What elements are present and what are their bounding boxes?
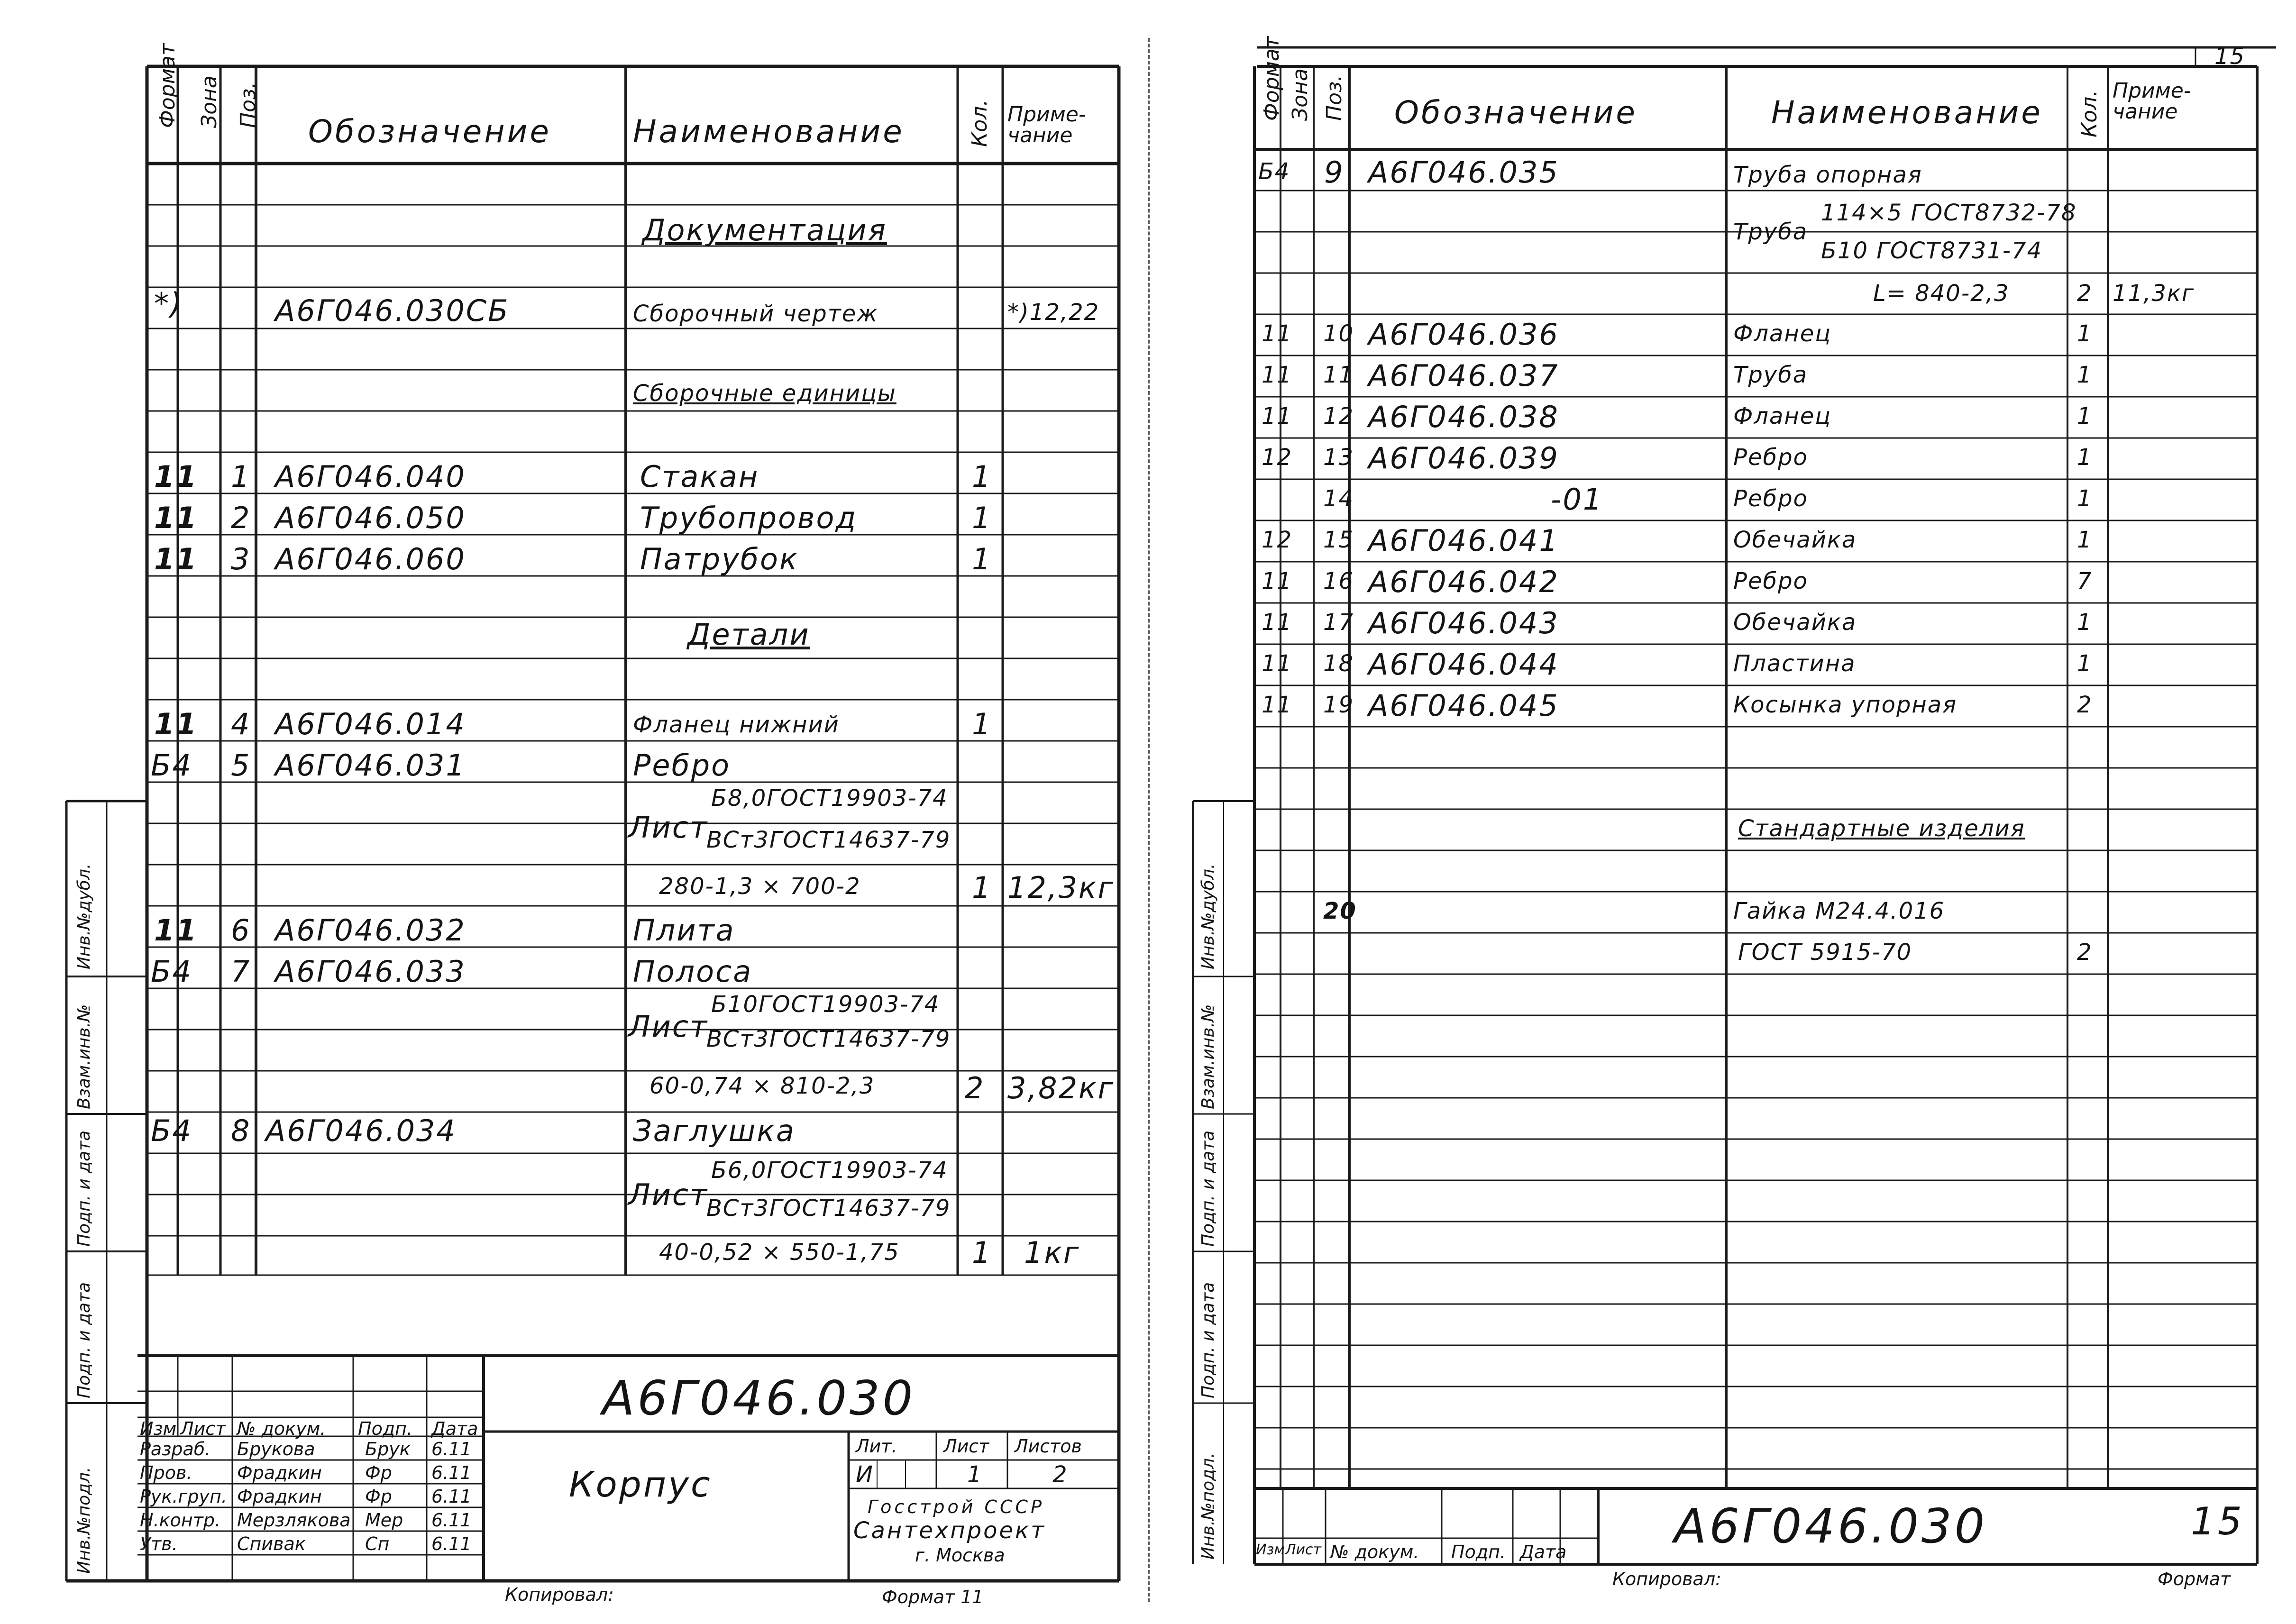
header-name: Наименование xyxy=(633,113,905,150)
sheet-label: Лист xyxy=(628,1009,709,1044)
pipe-spec-bottom: Б10 ГОСТ8731-74 xyxy=(1821,237,2043,264)
role-label: Разраб. xyxy=(140,1439,211,1460)
row-qty: 1 xyxy=(972,501,992,535)
row-designation: А6Г046.032 xyxy=(275,913,466,948)
page-fold-line xyxy=(1148,38,1150,1602)
row-format: Б4 xyxy=(151,748,192,783)
row-pos: 17 xyxy=(1323,609,1354,636)
row-name: Ребро xyxy=(1733,485,1808,512)
sheet-spec-top: Б8,0ГОСТ19903-74 xyxy=(711,785,948,812)
row-format: 11 xyxy=(1262,320,1293,347)
row-designation: А6Г046.050 xyxy=(275,501,466,535)
row-length: L= 840-2,3 xyxy=(1873,280,2010,307)
row-designation: А6Г046.034 xyxy=(265,1113,457,1148)
row-qty: 1 xyxy=(2077,485,2093,512)
stamp-inv-no: Инв.№подл. xyxy=(1198,1452,1218,1560)
stamp-inv-no: Инв.№подл. xyxy=(74,1467,94,1574)
row-name: Гайка М24.4.016 xyxy=(1733,898,1945,924)
footer-format: Формат xyxy=(2158,1569,2231,1589)
footer-format: Формат 11 xyxy=(882,1587,984,1607)
stamp-podp-data-2: Подп. и дата xyxy=(1198,1282,1218,1398)
row-pos: 8 xyxy=(231,1113,251,1148)
col-izm: Изм xyxy=(1256,1542,1285,1558)
row-pos: 13 xyxy=(1323,444,1354,471)
stamp-inv-podl: Инв.№дубл. xyxy=(1198,863,1218,969)
row-designation: А6Г046.042 xyxy=(1368,565,1559,599)
row-qty: 2 xyxy=(2077,692,2093,718)
header-format: Формат xyxy=(1260,36,1284,121)
section-standard-parts: Стандартные изделия xyxy=(1738,815,2025,842)
row-pos: 20 xyxy=(1323,898,1357,924)
row-format: *) xyxy=(154,286,183,321)
stamp-podp-data: Подп. и дата xyxy=(1198,1130,1218,1247)
row-pos: 15 xyxy=(1323,527,1354,553)
col-list: Лист xyxy=(1285,1542,1322,1558)
header-designation: Обозначение xyxy=(1394,94,1637,131)
title-block-title: Корпус xyxy=(569,1464,712,1505)
row-designation: А6Г046.033 xyxy=(275,954,466,989)
row-gost: ГОСТ 5915-70 xyxy=(1738,939,1912,966)
role-date: 6.11 xyxy=(431,1486,472,1507)
role-label: Утв. xyxy=(140,1533,178,1554)
section-details: Детали xyxy=(687,617,810,652)
row-designation: А6Г046.060 xyxy=(275,542,466,576)
row-designation: А6Г046.031 xyxy=(275,748,466,783)
row-name: Пластина xyxy=(1733,650,1856,677)
row-note: 1кг xyxy=(1024,1235,1080,1270)
row-name: Фланец xyxy=(1733,320,1831,347)
role-date: 6.11 xyxy=(431,1533,472,1554)
row-qty: 1 xyxy=(2077,320,2093,347)
row-name: Плита xyxy=(633,913,735,948)
header-zone: Зона xyxy=(197,75,221,128)
org-line-1: Госстрой СССР xyxy=(868,1496,1045,1517)
row-name: Фланец нижний xyxy=(633,712,840,738)
sheet-spec-bottom: ВСт3ГОСТ14637-79 xyxy=(706,827,951,853)
row-pos: 14 xyxy=(1323,485,1354,512)
role-date: 6.11 xyxy=(431,1439,472,1460)
role-signature: Фр xyxy=(365,1462,392,1483)
row-format: Б4 xyxy=(151,954,192,989)
row-name: Косынка упорная xyxy=(1733,692,1958,718)
row-designation: А6Г046.035 xyxy=(1368,155,1559,190)
pipe-label: Труба xyxy=(1733,219,1808,245)
footer-copied: Копировал: xyxy=(505,1584,614,1605)
col-ndoc: № докум. xyxy=(1330,1542,1419,1562)
row-format: 11 xyxy=(154,501,198,535)
role-signature: Фр xyxy=(365,1486,392,1507)
row-designation: -01 xyxy=(1551,482,1603,517)
row-pos: 18 xyxy=(1323,650,1354,677)
row-designation: А6Г046.041 xyxy=(1368,523,1559,558)
role-signature: Брук xyxy=(365,1439,411,1460)
row-qty: 1 xyxy=(972,707,992,741)
row-format: 11 xyxy=(1262,650,1293,677)
row-size: 280-1,3 × 700-2 xyxy=(659,873,861,900)
row-qty: 2 xyxy=(965,1071,985,1105)
row-note: 11,3кг xyxy=(2113,280,2195,307)
stamp-vzam: Взам.инв.№ xyxy=(74,1004,94,1109)
sheet-spec-top: Б6,0ГОСТ19903-74 xyxy=(711,1157,948,1184)
header-designation: Обозначение xyxy=(308,113,551,150)
role-date: 6.11 xyxy=(431,1462,472,1483)
row-format: 11 xyxy=(154,542,198,576)
row-pos: 4 xyxy=(231,707,251,741)
role-date: 6.11 xyxy=(431,1510,472,1531)
title-block-code: А6Г046.030 xyxy=(1674,1498,1988,1554)
role-label: Рук.груп. xyxy=(140,1486,227,1507)
row-pos: 12 xyxy=(1323,403,1354,429)
row-designation: А6Г046.037 xyxy=(1368,358,1559,393)
section-documentation: Документация xyxy=(642,213,887,247)
row-name: Полоса xyxy=(633,954,753,989)
lit-value: И xyxy=(856,1461,874,1488)
col-data: Дата xyxy=(1520,1542,1567,1562)
row-name: Ребро xyxy=(1733,444,1808,471)
row-pos: 16 xyxy=(1323,568,1354,594)
row-format: 12 xyxy=(1262,527,1293,553)
row-pos: 5 xyxy=(231,748,251,783)
row-pos: 3 xyxy=(231,542,251,576)
row-designation: А6Г046.044 xyxy=(1368,647,1559,682)
right-table-grid xyxy=(1148,0,2296,1624)
row-qty: 2 xyxy=(2077,939,2093,966)
row-designation: А6Г046.039 xyxy=(1368,441,1559,475)
row-qty: 7 xyxy=(2077,568,2093,594)
row-format: 11 xyxy=(1262,403,1293,429)
row-pos: 19 xyxy=(1323,692,1354,718)
footer-copied: Копировал: xyxy=(1612,1569,1721,1589)
row-format: 12 xyxy=(1262,444,1293,471)
row-format: 11 xyxy=(154,913,198,948)
row-name: Ребро xyxy=(633,748,731,783)
header-zone: Зона xyxy=(1288,68,1312,121)
row-name: Труба xyxy=(1733,362,1808,388)
row-qty: 1 xyxy=(2077,527,2093,553)
role-label: Пров. xyxy=(140,1462,192,1483)
row-name: Обечайка xyxy=(1733,527,1857,553)
sheet-spec-bottom: ВСт3ГОСТ14637-79 xyxy=(706,1195,951,1222)
role-label: Н.контр. xyxy=(140,1510,221,1531)
page-number: 15 xyxy=(2214,43,2246,70)
row-qty: 1 xyxy=(972,870,992,905)
row-name: Труба опорная xyxy=(1733,162,1922,188)
row-name: Обечайка xyxy=(1733,609,1857,636)
row-name: Фланец xyxy=(1733,403,1831,429)
header-qty: Кол. xyxy=(968,99,992,147)
row-name: Стакан xyxy=(640,459,759,494)
role-name: Фрадкин xyxy=(237,1462,322,1483)
row-qty: 1 xyxy=(2077,403,2093,429)
header-pos: Поз. xyxy=(1322,74,1346,121)
col-list: Лист xyxy=(180,1418,226,1439)
sheet-label: Лист xyxy=(628,810,709,845)
row-pos: 6 xyxy=(231,913,251,948)
row-designation: А6Г046.045 xyxy=(1368,688,1559,723)
row-designation: А6Г046.043 xyxy=(1368,606,1559,640)
row-qty: 1 xyxy=(2077,650,2093,677)
role-name: Брукова xyxy=(237,1439,315,1460)
row-size: 40-0,52 × 550-1,75 xyxy=(659,1239,900,1266)
row-note: *)12,22 xyxy=(1007,299,1100,326)
sheet-value: 1 xyxy=(967,1461,983,1488)
col-ndoc: № докум. xyxy=(237,1418,326,1439)
row-name: Сборочный чертеж xyxy=(633,301,878,327)
header-note: Приме-чание xyxy=(1007,102,1086,147)
sheet-spec-bottom: ВСт3ГОСТ14637-79 xyxy=(706,1026,951,1052)
stamp-podp-data: Подп. и дата xyxy=(74,1130,94,1247)
row-designation: А6Г046.040 xyxy=(275,459,466,494)
row-format: 11 xyxy=(1262,362,1293,388)
row-qty: 1 xyxy=(2077,609,2093,636)
row-designation: А6Г046.036 xyxy=(1368,317,1559,352)
row-note: 3,82кг xyxy=(1007,1071,1115,1105)
row-pos: 2 xyxy=(231,501,251,535)
row-format: Б4 xyxy=(151,1113,192,1148)
row-qty: 2 xyxy=(2077,280,2093,307)
row-name: Ребро xyxy=(1733,568,1808,594)
title-block-sheet-no: 15 xyxy=(2191,1499,2245,1543)
row-designation: А6Г046.030СБ xyxy=(275,293,510,328)
title-block-code: А6Г046.030 xyxy=(602,1370,916,1426)
sheet-spec-top: Б10ГОСТ19903-74 xyxy=(711,991,940,1018)
col-izm: Изм xyxy=(140,1418,177,1439)
stamp-vzam: Взам.инв.№ xyxy=(1198,1004,1218,1109)
stamp-inv-podl: Инв.№дубл. xyxy=(74,863,94,969)
row-name: Патрубок xyxy=(640,542,799,576)
stamp-podp-data-2: Подп. и дата xyxy=(74,1282,94,1398)
header-pos: Поз. xyxy=(236,82,260,128)
section-assemblies: Сборочные единицы xyxy=(633,380,896,407)
header-note: Приме-чание xyxy=(2113,79,2191,124)
row-qty: 1 xyxy=(972,459,992,494)
col-data: Дата xyxy=(431,1418,478,1439)
row-size: 60-0,74 × 810-2,3 xyxy=(649,1073,875,1099)
lit-label: Лит. xyxy=(856,1436,897,1457)
sheet-label: Лист xyxy=(628,1177,709,1212)
row-format: 11 xyxy=(154,707,198,741)
row-pos: 10 xyxy=(1323,320,1354,347)
sheets-label: Листов xyxy=(1015,1436,1082,1457)
row-note: 12,3кг xyxy=(1007,870,1115,905)
row-pos: 7 xyxy=(231,954,251,989)
col-podp: Подп. xyxy=(1451,1542,1506,1562)
header-name: Наименование xyxy=(1771,94,2043,131)
row-format: 11 xyxy=(1262,568,1293,594)
row-name: Заглушка xyxy=(633,1113,796,1148)
row-format: 11 xyxy=(154,459,198,494)
header-qty: Кол. xyxy=(2077,90,2102,137)
role-name: Фрадкин xyxy=(237,1486,322,1507)
row-qty: 1 xyxy=(972,542,992,576)
row-pos: 9 xyxy=(1324,155,1345,190)
row-designation: А6Г046.038 xyxy=(1368,400,1559,434)
role-signature: Сп xyxy=(365,1533,390,1554)
row-qty: 1 xyxy=(2077,362,2093,388)
role-name: Спивак xyxy=(237,1533,306,1554)
role-signature: Мер xyxy=(365,1510,403,1531)
header-format: Формат xyxy=(156,43,180,128)
row-qty: 1 xyxy=(2077,444,2093,471)
pipe-spec-top: 114×5 ГОСТ8732-78 xyxy=(1821,200,2077,226)
row-designation: А6Г046.014 xyxy=(275,707,466,741)
row-qty: 1 xyxy=(972,1235,992,1270)
row-format: Б4 xyxy=(1258,158,1290,185)
org-line-2: Сантехпроект xyxy=(853,1517,1046,1544)
sheets-value: 2 xyxy=(1052,1461,1068,1488)
row-format: 11 xyxy=(1262,692,1293,718)
row-format: 11 xyxy=(1262,609,1293,636)
right-spec-sheet xyxy=(1148,0,2296,1624)
col-podp: Подп. xyxy=(358,1418,413,1439)
sheet-label: Лист xyxy=(943,1436,989,1457)
row-pos: 11 xyxy=(1323,362,1354,388)
row-name: Трубопровод xyxy=(640,501,858,535)
row-pos: 1 xyxy=(231,459,251,494)
role-name: Мерзлякова xyxy=(237,1510,351,1531)
org-line-3: г. Москва xyxy=(915,1545,1005,1566)
